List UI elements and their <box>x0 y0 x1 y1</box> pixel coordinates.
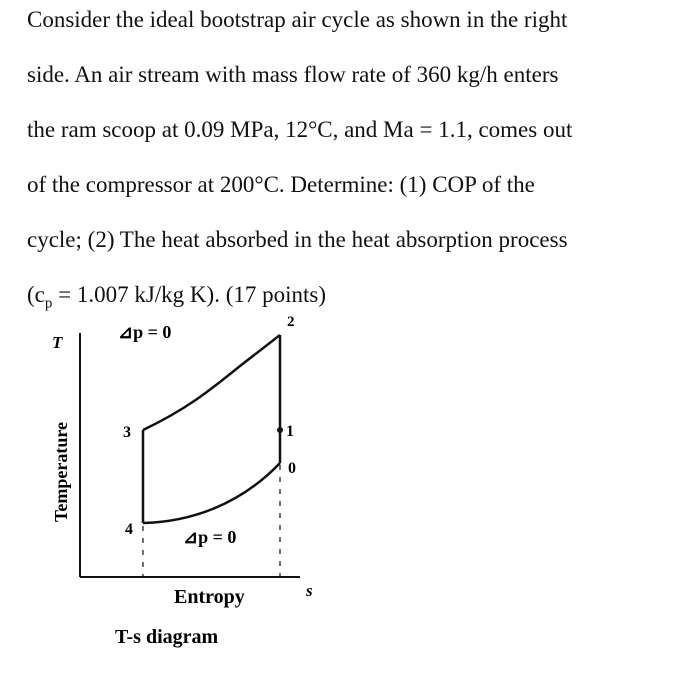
problem-line-3: the ram scoop at 0.09 MPa, 12°C, and Ma = 1.1, comes out <box>27 117 573 142</box>
process-4-0 <box>143 463 280 523</box>
diagram-caption: T-s diagram <box>115 626 219 648</box>
ts-diagram <box>0 300 360 670</box>
point-3-label: 3 <box>123 424 131 441</box>
x-axis-label: Entropy <box>174 586 245 608</box>
process-2-3 <box>143 335 280 430</box>
problem-statement <box>27 0 687 330</box>
point-4-label: 4 <box>125 521 133 538</box>
top-isobar-label: ⊿p = 0 <box>118 322 172 342</box>
cp-prefix: (c <box>27 282 45 307</box>
point-1-label: 1 <box>286 423 294 440</box>
cp-subscript: p <box>44 295 53 312</box>
point-1-marker <box>277 427 283 433</box>
point-0-label: 0 <box>288 460 296 477</box>
ts-diagram-svg <box>0 300 360 670</box>
bottom-isobar-label: ⊿p = 0 <box>183 527 237 547</box>
cp-value: = 1.007 kJ/kg K). (17 points) <box>52 282 327 307</box>
problem-line-5: cycle; (2) The heat absorbed in the heat absorption process <box>27 227 568 252</box>
point-2-label: 2 <box>287 314 295 330</box>
problem-line-1: Consider the ideal bootstrap air cycle as shown in the right <box>27 7 568 32</box>
y-axis-label: Temperature <box>51 422 71 522</box>
y-axis-symbol: T <box>52 333 63 352</box>
problem-line-4: of the compressor at 200°C. Determine: (1) COP of the <box>27 172 535 197</box>
problem-line-2: side. An air stream with mass flow rate of 360 kg/h enters <box>27 62 559 87</box>
x-axis-symbol: s <box>306 581 313 600</box>
